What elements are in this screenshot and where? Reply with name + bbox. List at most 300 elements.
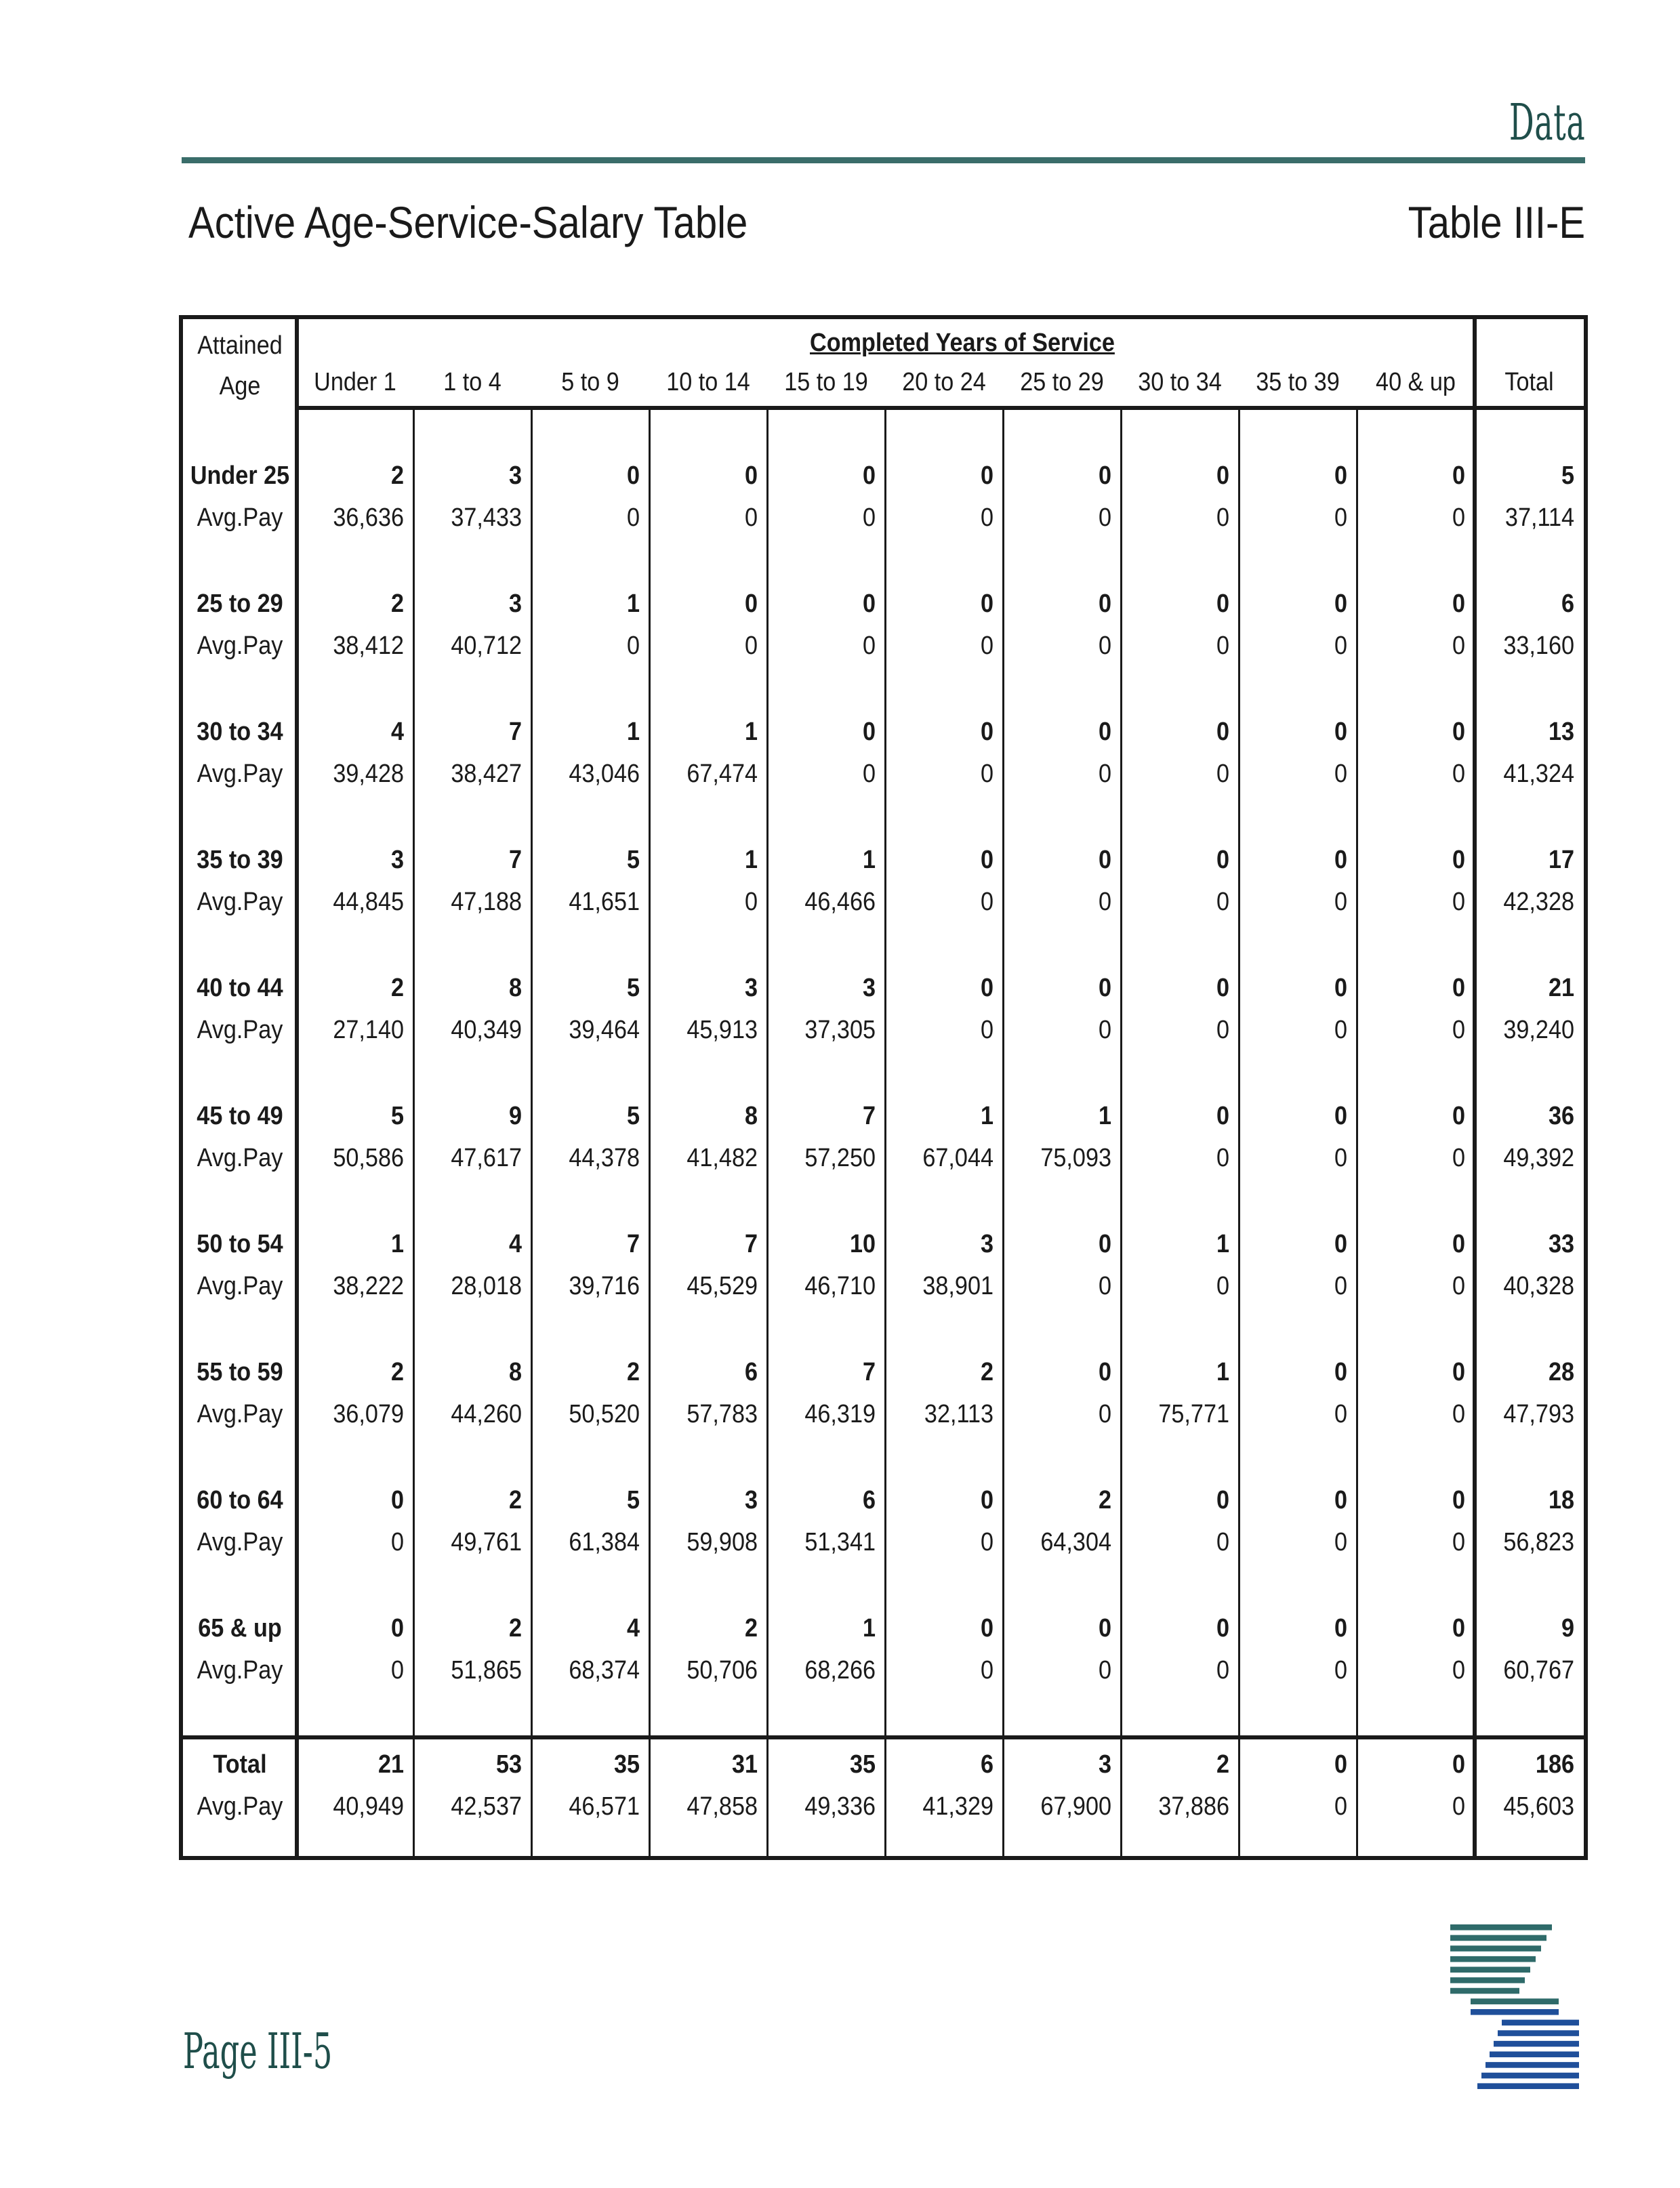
count-cell: 1	[626, 718, 640, 746]
count-cell: 6	[980, 1750, 993, 1779]
logo-stripe	[1450, 1988, 1519, 1994]
avg-pay-cell: 37,305	[804, 1016, 876, 1044]
row-age-label: 60 to 64	[197, 1486, 283, 1514]
count-cell: 2	[1216, 1750, 1229, 1779]
avg-pay-cell: 0	[1452, 503, 1465, 532]
avg-pay-cell: 0	[744, 503, 758, 532]
group-title: Completed Years of Service	[809, 329, 1115, 357]
section-label: Data	[1509, 94, 1585, 152]
avg-pay-cell: 0	[1452, 1272, 1465, 1300]
column-header: 30 to 34	[1138, 368, 1222, 396]
avg-pay-cell: 0	[1452, 760, 1465, 788]
count-cell: 2	[980, 1358, 993, 1386]
count-cell: 2	[390, 974, 404, 1002]
table-gridline	[1238, 410, 1240, 1856]
column-header: 35 to 39	[1256, 368, 1340, 396]
avg-pay-cell: 0	[980, 1528, 993, 1556]
avg-pay-cell: 0	[1216, 760, 1229, 788]
count-cell: 35	[849, 1750, 876, 1779]
avg-pay-cell: 44,260	[451, 1400, 522, 1428]
count-cell: 53	[495, 1750, 522, 1779]
count-cell: 2	[1098, 1486, 1111, 1514]
count-cell: 7	[508, 846, 522, 874]
count-cell: 0	[1334, 718, 1347, 746]
count-cell: 6	[862, 1486, 876, 1514]
company-logo	[1450, 1923, 1579, 2092]
avg-pay-cell: 0	[1334, 632, 1347, 660]
avg-pay-cell: 0	[1334, 503, 1347, 532]
count-cell: 0	[1334, 1358, 1347, 1386]
count-cell: 6	[1561, 590, 1574, 618]
avg-pay-cell: 0	[1452, 632, 1465, 660]
avg-pay-cell: 0	[1452, 1528, 1465, 1556]
avg-pay-cell: 45,529	[687, 1272, 758, 1300]
avg-pay-cell: 50,706	[687, 1656, 758, 1685]
logo-stripe	[1502, 2020, 1579, 2026]
table-gridline	[1356, 410, 1358, 1856]
avg-pay-cell: 50,586	[333, 1144, 404, 1172]
avg-pay-cell: 41,651	[569, 888, 640, 916]
avg-pay-cell: 56,823	[1503, 1528, 1574, 1556]
avg-pay-cell: 0	[862, 632, 876, 660]
age-service-salary-table	[179, 315, 1588, 1860]
logo-stripe	[1450, 1967, 1530, 1973]
table-gridline	[1120, 410, 1122, 1856]
age-header-line1: Attained	[197, 331, 283, 360]
avg-pay-cell: 0	[1452, 888, 1465, 916]
avg-pay-cell: 57,250	[804, 1144, 876, 1172]
table-gridline	[884, 410, 886, 1856]
count-cell: 0	[1452, 974, 1465, 1002]
avg-pay-cell: 40,349	[451, 1016, 522, 1044]
table-gridline	[413, 410, 415, 1856]
count-cell: 0	[390, 1486, 404, 1514]
count-cell: 0	[980, 461, 993, 490]
avg-pay-cell: 60,767	[1503, 1656, 1574, 1685]
avg-pay-cell: 0	[1334, 1656, 1347, 1685]
avg-pay-cell: 43,046	[569, 760, 640, 788]
column-header: Under 1	[314, 368, 396, 396]
avg-pay-cell: 61,384	[569, 1528, 640, 1556]
column-header: 15 to 19	[784, 368, 868, 396]
count-cell: 4	[626, 1614, 640, 1643]
avg-pay-cell: 49,336	[804, 1792, 876, 1821]
count-cell: 0	[1334, 1230, 1347, 1258]
count-cell: 0	[862, 590, 876, 618]
avg-pay-cell: 27,140	[333, 1016, 404, 1044]
row-pay-label: Avg.Pay	[197, 1528, 283, 1556]
count-cell: 0	[1216, 1614, 1229, 1643]
avg-pay-cell: 0	[1334, 1528, 1347, 1556]
count-cell: 0	[1098, 718, 1111, 746]
page-title: Active Age-Service-Salary Table	[188, 197, 748, 247]
count-cell: 9	[1561, 1614, 1574, 1643]
avg-pay-cell: 49,392	[1503, 1144, 1574, 1172]
avg-pay-cell: 36,079	[333, 1400, 404, 1428]
avg-pay-cell: 37,114	[1504, 503, 1574, 532]
table-gridline	[1002, 410, 1004, 1856]
row-pay-label: Avg.Pay	[197, 1400, 283, 1428]
row-age-label: 45 to 49	[197, 1102, 283, 1130]
count-cell: 18	[1548, 1486, 1574, 1514]
avg-pay-cell: 51,341	[804, 1528, 876, 1556]
count-cell: 1	[744, 846, 758, 874]
avg-pay-cell: 0	[1098, 1400, 1111, 1428]
logo-stripe	[1450, 1945, 1541, 1952]
avg-pay-cell: 0	[1216, 888, 1229, 916]
avg-pay-cell: 0	[1334, 760, 1347, 788]
count-cell: 0	[1334, 974, 1347, 1002]
logo-stripe	[1471, 2009, 1559, 2015]
count-cell: 0	[1334, 1614, 1347, 1643]
avg-pay-cell: 0	[1098, 888, 1111, 916]
count-cell: 3	[862, 974, 876, 1002]
avg-pay-cell: 37,433	[451, 503, 522, 532]
row-age-label: Under 25	[190, 461, 290, 490]
count-cell: 0	[1216, 1102, 1229, 1130]
avg-pay-cell: 42,537	[451, 1792, 522, 1821]
avg-pay-cell: 0	[1452, 1656, 1465, 1685]
avg-pay-cell: 68,266	[804, 1656, 876, 1685]
count-cell: 0	[1216, 718, 1229, 746]
count-cell: 28	[1548, 1358, 1574, 1386]
count-cell: 3	[744, 1486, 758, 1514]
avg-pay-cell: 0	[980, 888, 993, 916]
count-cell: 0	[980, 718, 993, 746]
count-cell: 0	[1334, 1102, 1347, 1130]
count-cell: 0	[980, 846, 993, 874]
avg-pay-cell: 37,886	[1158, 1792, 1229, 1821]
count-cell: 0	[390, 1614, 404, 1643]
count-cell: 10	[849, 1230, 876, 1258]
avg-pay-cell: 51,865	[451, 1656, 522, 1685]
count-cell: 0	[1452, 846, 1465, 874]
count-cell: 0	[1098, 846, 1111, 874]
count-cell: 0	[1334, 1486, 1347, 1514]
avg-pay-cell: 38,412	[333, 632, 404, 660]
row-pay-label: Avg.Pay	[197, 1144, 283, 1172]
avg-pay-cell: 0	[390, 1528, 404, 1556]
count-cell: 21	[377, 1750, 404, 1779]
count-cell: 3	[980, 1230, 993, 1258]
count-cell: 35	[613, 1750, 640, 1779]
column-header: 1 to 4	[443, 368, 501, 396]
logo-stripe	[1481, 2073, 1579, 2079]
count-cell: 0	[744, 590, 758, 618]
logo-stripe	[1494, 2041, 1579, 2047]
avg-pay-cell: 0	[1334, 1144, 1347, 1172]
count-cell: 0	[1452, 1486, 1465, 1514]
count-cell: 7	[626, 1230, 640, 1258]
row-age-label: 50 to 54	[197, 1230, 283, 1258]
avg-pay-cell: 67,044	[922, 1144, 993, 1172]
avg-pay-cell: 0	[1216, 1272, 1229, 1300]
logo-stripe	[1486, 2062, 1579, 2068]
column-header: 10 to 14	[666, 368, 750, 396]
logo-stripe	[1490, 2052, 1579, 2058]
avg-pay-cell: 0	[1098, 1272, 1111, 1300]
avg-pay-cell: 38,222	[333, 1272, 404, 1300]
row-pay-label: Avg.Pay	[197, 503, 283, 532]
logo-stripe	[1498, 2030, 1579, 2036]
count-cell: 5	[626, 846, 640, 874]
count-cell: 1	[1216, 1230, 1229, 1258]
count-cell: 7	[862, 1358, 876, 1386]
count-cell: 7	[508, 718, 522, 746]
avg-pay-cell: 67,900	[1040, 1792, 1111, 1821]
row-pay-label: Avg.Pay	[197, 1016, 283, 1044]
avg-pay-cell: 0	[1334, 1016, 1347, 1044]
row-pay-label: Avg.Pay	[197, 1272, 283, 1300]
count-cell: 0	[1452, 461, 1465, 490]
avg-pay-cell: 0	[1452, 1400, 1465, 1428]
count-cell: 0	[1216, 1486, 1229, 1514]
count-cell: 1	[980, 1102, 993, 1130]
avg-pay-cell: 38,901	[922, 1272, 993, 1300]
count-cell: 8	[508, 974, 522, 1002]
count-cell: 3	[390, 846, 404, 874]
avg-pay-cell: 46,571	[569, 1792, 640, 1821]
count-cell: 8	[508, 1358, 522, 1386]
avg-pay-cell: 0	[626, 632, 640, 660]
count-cell: 7	[862, 1102, 876, 1130]
row-age-label: 25 to 29	[197, 590, 283, 618]
count-cell: 0	[862, 461, 876, 490]
avg-pay-cell: 0	[1216, 632, 1229, 660]
avg-pay-cell: 38,427	[451, 760, 522, 788]
avg-pay-cell: 42,328	[1503, 888, 1574, 916]
count-cell: 0	[862, 718, 876, 746]
avg-pay-cell: 0	[1452, 1016, 1465, 1044]
avg-pay-cell: 49,761	[451, 1528, 522, 1556]
count-cell: 0	[1098, 1230, 1111, 1258]
row-pay-label: Avg.Pay	[197, 888, 283, 916]
count-cell: 0	[1098, 1614, 1111, 1643]
avg-pay-cell: 44,845	[333, 888, 404, 916]
column-header: 25 to 29	[1020, 368, 1104, 396]
count-cell: 0	[626, 461, 640, 490]
avg-pay-cell: 40,328	[1503, 1272, 1574, 1300]
avg-pay-cell: 46,466	[804, 888, 876, 916]
count-cell: 3	[744, 974, 758, 1002]
count-cell: 2	[390, 590, 404, 618]
logo-stripe	[1471, 1998, 1559, 2004]
age-header-line2: Age	[219, 372, 261, 400]
row-age-label: 35 to 39	[197, 846, 283, 874]
avg-pay-cell: 0	[980, 503, 993, 532]
count-cell: 3	[508, 461, 522, 490]
avg-pay-cell: 40,949	[333, 1792, 404, 1821]
logo-stripe	[1450, 1924, 1552, 1931]
logo-stripe	[1477, 2083, 1579, 2089]
count-cell: 2	[390, 461, 404, 490]
count-cell: 0	[980, 590, 993, 618]
avg-pay-cell: 45,913	[687, 1016, 758, 1044]
count-cell: 0	[1452, 718, 1465, 746]
avg-pay-cell: 59,908	[687, 1528, 758, 1556]
count-cell: 0	[1452, 1102, 1465, 1130]
count-cell: 5	[626, 1486, 640, 1514]
avg-pay-cell: 0	[980, 1016, 993, 1044]
count-cell: 0	[1452, 1358, 1465, 1386]
avg-pay-cell: 0	[980, 632, 993, 660]
count-cell: 0	[1334, 846, 1347, 874]
avg-pay-cell: 0	[1098, 1016, 1111, 1044]
avg-pay-cell: 40,712	[451, 632, 522, 660]
count-cell: 36	[1548, 1102, 1574, 1130]
count-cell: 0	[1452, 1230, 1465, 1258]
count-cell: 9	[508, 1102, 522, 1130]
table-gridline	[183, 1735, 1584, 1739]
count-cell: 4	[508, 1230, 522, 1258]
avg-pay-cell: 68,374	[569, 1656, 640, 1685]
count-cell: 3	[508, 590, 522, 618]
count-cell: 0	[744, 461, 758, 490]
logo-stripe	[1450, 1956, 1536, 1962]
column-header: Total	[1504, 368, 1554, 396]
count-cell: 2	[390, 1358, 404, 1386]
avg-pay-cell: 46,319	[804, 1400, 876, 1428]
count-cell: 33	[1548, 1230, 1574, 1258]
count-cell: 0	[980, 1614, 993, 1643]
avg-pay-cell: 0	[744, 888, 758, 916]
table-reference: Table III-E	[1408, 197, 1585, 247]
avg-pay-cell: 39,716	[569, 1272, 640, 1300]
avg-pay-cell: 0	[390, 1656, 404, 1685]
row-pay-label: Avg.Pay	[197, 760, 283, 788]
row-pay-label: Avg.Pay	[197, 1656, 283, 1685]
count-cell: 6	[744, 1358, 758, 1386]
avg-pay-cell: 33,160	[1503, 632, 1574, 660]
count-cell: 1	[744, 718, 758, 746]
avg-pay-cell: 47,793	[1503, 1400, 1574, 1428]
avg-pay-cell: 39,240	[1503, 1016, 1574, 1044]
count-cell: 5	[390, 1102, 404, 1130]
avg-pay-cell: 47,188	[451, 888, 522, 916]
avg-pay-cell: 0	[1334, 1400, 1347, 1428]
avg-pay-cell: 47,858	[687, 1792, 758, 1821]
count-cell: 2	[508, 1614, 522, 1643]
count-cell: 0	[1216, 974, 1229, 1002]
count-cell: 0	[1334, 1750, 1347, 1779]
avg-pay-cell: 0	[980, 760, 993, 788]
avg-pay-cell: 0	[1216, 1016, 1229, 1044]
count-cell: 13	[1548, 718, 1574, 746]
logo-stripe	[1450, 1977, 1525, 1983]
avg-pay-cell: 0	[744, 632, 758, 660]
row-age-label: 30 to 34	[197, 718, 283, 746]
count-cell: 0	[1098, 974, 1111, 1002]
table-gridline	[531, 410, 533, 1856]
count-cell: 0	[1334, 590, 1347, 618]
avg-pay-cell: 32,113	[924, 1400, 993, 1428]
avg-pay-cell: 41,482	[687, 1144, 758, 1172]
avg-pay-cell: 39,464	[569, 1016, 640, 1044]
count-cell: 17	[1548, 846, 1574, 874]
row-age-label: 40 to 44	[197, 974, 283, 1002]
row-age-label: Total	[213, 1750, 267, 1779]
count-cell: 1	[1098, 1102, 1111, 1130]
count-cell: 2	[744, 1614, 758, 1643]
count-cell: 3	[1098, 1750, 1111, 1779]
table-gridline	[1473, 319, 1477, 1856]
avg-pay-cell: 0	[1452, 1792, 1465, 1821]
count-cell: 0	[1098, 461, 1111, 490]
avg-pay-cell: 46,710	[804, 1272, 876, 1300]
count-cell: 1	[862, 1614, 876, 1643]
count-cell: 31	[731, 1750, 758, 1779]
count-cell: 8	[744, 1102, 758, 1130]
count-cell: 5	[1561, 461, 1574, 490]
avg-pay-cell: 36,636	[333, 503, 404, 532]
avg-pay-cell: 75,093	[1040, 1144, 1111, 1172]
avg-pay-cell: 50,520	[569, 1400, 640, 1428]
avg-pay-cell: 0	[1216, 1656, 1229, 1685]
logo-stripe	[1450, 1935, 1546, 1941]
avg-pay-cell: 0	[1334, 888, 1347, 916]
page-number: Page III-5	[183, 2023, 333, 2080]
column-header: 5 to 9	[561, 368, 619, 396]
avg-pay-cell: 0	[1452, 1144, 1465, 1172]
count-cell: 0	[1216, 590, 1229, 618]
table-gridline	[649, 410, 651, 1856]
avg-pay-cell: 28,018	[451, 1272, 522, 1300]
table-gridline	[295, 319, 299, 1856]
count-cell: 0	[1098, 1358, 1111, 1386]
avg-pay-cell: 0	[862, 760, 876, 788]
row-age-label: 65 & up	[198, 1614, 282, 1643]
header-rule	[182, 157, 1585, 163]
count-cell: 0	[1452, 1750, 1465, 1779]
avg-pay-cell: 0	[626, 503, 640, 532]
avg-pay-cell: 64,304	[1040, 1528, 1111, 1556]
count-cell: 21	[1548, 974, 1574, 1002]
count-cell: 1	[1216, 1358, 1229, 1386]
avg-pay-cell: 0	[1216, 1528, 1229, 1556]
avg-pay-cell: 45,603	[1503, 1792, 1574, 1821]
avg-pay-cell: 44,378	[569, 1144, 640, 1172]
column-header: 40 & up	[1376, 368, 1456, 396]
table-gridline	[297, 406, 1584, 410]
avg-pay-cell: 0	[1216, 503, 1229, 532]
count-cell: 0	[980, 974, 993, 1002]
avg-pay-cell: 0	[1098, 760, 1111, 788]
avg-pay-cell: 67,474	[687, 760, 758, 788]
count-cell: 0	[1098, 590, 1111, 618]
avg-pay-cell: 41,324	[1503, 760, 1574, 788]
avg-pay-cell: 0	[1334, 1272, 1347, 1300]
count-cell: 4	[390, 718, 404, 746]
count-cell: 7	[744, 1230, 758, 1258]
avg-pay-cell: 39,428	[333, 760, 404, 788]
avg-pay-cell: 0	[862, 503, 876, 532]
avg-pay-cell: 0	[1334, 1792, 1347, 1821]
count-cell: 2	[626, 1358, 640, 1386]
avg-pay-cell: 57,783	[687, 1400, 758, 1428]
avg-pay-cell: 0	[1098, 632, 1111, 660]
count-cell: 5	[626, 1102, 640, 1130]
count-cell: 1	[862, 846, 876, 874]
count-cell: 2	[508, 1486, 522, 1514]
count-cell: 5	[626, 974, 640, 1002]
avg-pay-cell: 0	[1098, 503, 1111, 532]
row-age-label: 55 to 59	[197, 1358, 283, 1386]
column-header: 20 to 24	[902, 368, 986, 396]
count-cell: 0	[1452, 1614, 1465, 1643]
table-gridline	[766, 410, 769, 1856]
count-cell: 1	[390, 1230, 404, 1258]
row-pay-label: Avg.Pay	[197, 1792, 283, 1821]
